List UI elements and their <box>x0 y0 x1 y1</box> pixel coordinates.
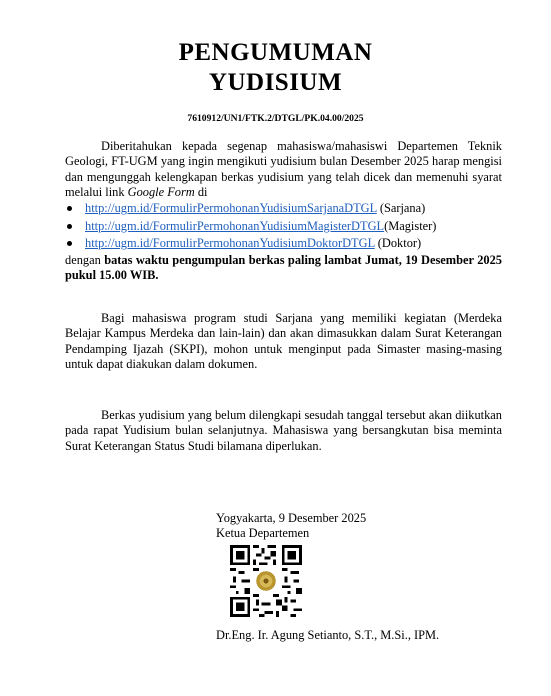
paragraph-2 <box>65 311 502 372</box>
deadline-text <box>65 253 502 284</box>
link-list <box>65 200 502 253</box>
link-magister[interactable]: http://ugm.id/FormulirPermohonanYudisiumMagisterDTGL <box>85 218 385 233</box>
deadline-prefix: dengan <box>65 252 105 267</box>
qr-code-icon <box>230 545 302 617</box>
paragraph-1 <box>65 139 502 283</box>
google-form-text: Google Form <box>127 184 195 199</box>
link-suffix: (Doktor) <box>374 236 422 251</box>
title-line-1: PENGUMUMAN <box>178 39 373 66</box>
signer-name: Dr.Eng. Ir. Agung Setianto, S.T., M.Si., IPM. <box>216 628 440 642</box>
link-doktor[interactable]: http://ugm.id/FormulirPermohonanYudisiumDoktorDTGL <box>85 236 375 251</box>
intro-main: Diberitahukan kepada segenap mahasiswa/mahasiswi Departemen Teknik Geologi, FT-UGM yang ingin mengikuti yudisium bulan Desember 2025 harap mengisi dan mengunggah kelengkapan berkas yudisium yang telah dicek dan memenuhi syarat melalui link <box>65 139 502 199</box>
paragraph-3-text: Berkas yudisium yang belum dilengkapi sesudah tanggal tersebut akan diikutkan pada rapat Yudisium bulan selanjutnya. Mahasiswa yang bersangkutan bisa meminta Surat Keterangan Status Studi bilamana diperlukan. <box>65 408 502 453</box>
deadline-bold: batas waktu pengumpulan berkas paling lambat Jumat, 19 Desember 2025 pukul 15.00 WIB. <box>65 252 502 282</box>
list-item <box>65 218 502 236</box>
intro-text <box>65 139 502 200</box>
paragraph-2-text: Bagi mahasiswa program studi Sarjana yang memiliki kegiatan (Merdeka Belajar Kampus Merdeka dan lain-lain) dan akan dimasukkan dalam Surat Keterangan Pendamping Ijazah (SKPI), mohon untuk menginput pada Simaster masing-masing untuk dapat diakukan dalam dokumen. <box>65 311 502 371</box>
link-sarjana[interactable]: http://ugm.id/FormulirPermohonanYudisiumSarjanaDTGL <box>85 201 377 216</box>
signer-role: Ketua Departemen <box>216 526 310 540</box>
place-date: Yogyakarta, 9 Desember 2025 <box>216 511 367 525</box>
link-suffix: (Magister) <box>384 218 437 233</box>
list-item <box>65 200 502 218</box>
intro-end: di <box>194 184 208 199</box>
link-suffix: (Sarjana) <box>376 201 426 216</box>
list-item <box>65 235 502 253</box>
title-line-2: YUDISIUM <box>208 69 343 96</box>
document-number: 7610912/UN1/FTK.2/DTGL/PK.04.00/2025 <box>187 113 364 124</box>
paragraph-3 <box>65 408 502 454</box>
